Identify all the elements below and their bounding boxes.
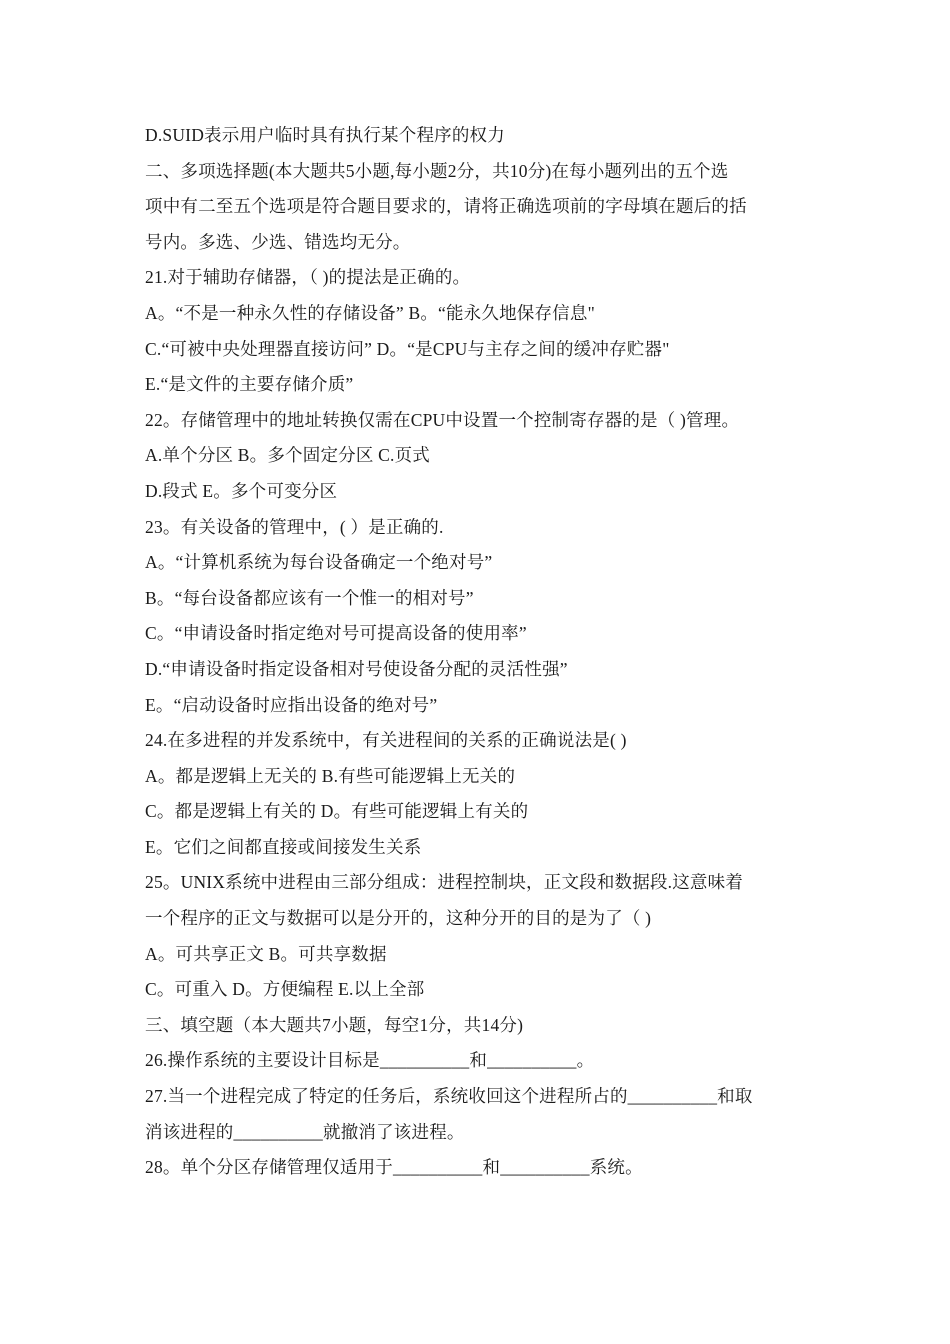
question-23-option-d: D.“申请设备时指定设备相对号使设备分配的灵活性强” [145, 658, 568, 679]
question-25-options-ab: A。可共享正文 B。可共享数据 [145, 943, 387, 964]
section-heading-fill-in: 三、填空题（本大题共7小题，每空1分，共14分) [145, 1014, 524, 1035]
question-21-options-cd: C.“可被中央处理器直接访问” D。“是CPU与主存之间的缓冲存贮器" [145, 338, 670, 359]
question-25: 25。UNIX系统中进程由三部分组成：进程控制块，正文段和数据段.这意味着 [145, 872, 744, 893]
question-28: 28。单个分区存储管理仅适用于__________和__________系统。 [145, 1157, 643, 1178]
question-23-option-e: E。“启动设备时应指出设备的绝对号” [145, 694, 438, 715]
question-23-option-a: A。“计算机系统为每台设备确定一个绝对号” [145, 552, 493, 573]
question-25-continued: 一个程序的正文与数据可以是分开的，这种分开的目的是为了（ ) [145, 908, 652, 929]
question-24-option-e: E。它们之间都直接或间接发生关系 [145, 836, 422, 857]
question-24-options-ab: A。都是逻辑上无关的 B.有些可能逻辑上无关的 [145, 765, 516, 786]
text-line-suid-option-d: D.SUID表示用户临时具有执行某个程序的权力 [145, 125, 505, 145]
question-21: 21.对于辅助存储器，（ )的提法是正确的。 [145, 267, 471, 288]
question-22-options-abc: A.单个分区 B。多个固定分区 C.页式 [145, 445, 430, 466]
question-26: 26.操作系统的主要设计目标是__________和__________。 [145, 1050, 595, 1071]
section-instructions-line-2: 项中有二至五个选项是符合题目要求的，请将正确选项前的字母填在题后的括 [145, 196, 747, 217]
question-22: 22。存储管理中的地址转换仅需在CPU中设置一个控制寄存器的是（ )管理。 [145, 409, 740, 430]
section-heading-multiple-choice: 二、多项选择题(本大题共5小题,每小题2分，共10分)在每小题列出的五个选 [145, 160, 729, 181]
question-24-options-cd: C。都是逻辑上有关的 D。有些可能逻辑上有关的 [145, 801, 529, 822]
question-24: 24.在多进程的并发系统中，有关进程间的关系的正确说法是( ) [145, 730, 627, 751]
question-23-option-b: B。“每台设备都应该有一个惟一的相对号” [145, 587, 474, 608]
question-27: 27.当一个进程完成了特定的任务后，系统收回这个进程所占的__________和取 [145, 1086, 753, 1107]
question-22-options-de: D.段式 E。多个可变分区 [145, 480, 338, 501]
question-27-continued: 消该进程的__________就撤消了该进程。 [145, 1121, 465, 1142]
question-23-option-c: C。“申请设备时指定绝对号可提高设备的使用率” [145, 623, 527, 644]
section-instructions-line-3: 号内。多选、少选、错选均无分。 [145, 231, 411, 252]
question-25-options-cde: C。可重入 D。方便编程 E.以上全部 [145, 979, 425, 1000]
question-21-option-e: E.“是文件的主要存储介质” [145, 374, 354, 395]
question-21-options-ab: A。“不是一种永久性的存储设备” B。“能永久地保存信息" [145, 302, 595, 323]
question-23: 23。有关设备的管理中，( ）是正确的. [145, 516, 444, 537]
document-body [145, 118, 825, 1186]
